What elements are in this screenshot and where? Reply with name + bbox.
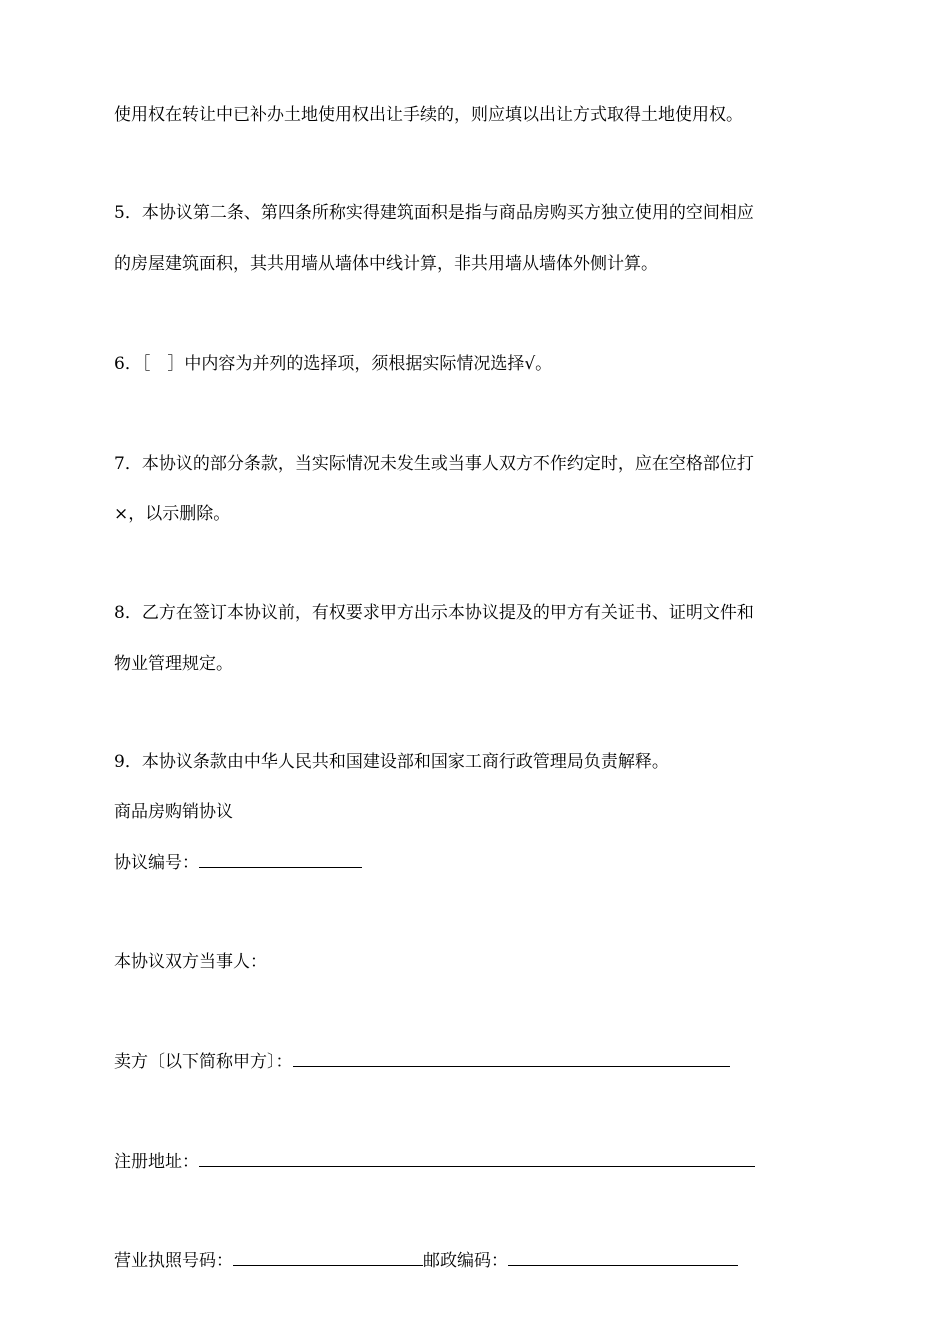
seller-label: 卖方〔以下简称甲方〕： <box>114 1052 293 1072</box>
paragraph-7-line-2: ×，以示删除。 <box>114 504 231 524</box>
paragraph-6: 6．［ ］中内容为并列的选择项，须根据实际情况选择√。 <box>114 354 553 374</box>
parties-label: 本协议双方当事人： <box>114 952 267 972</box>
contract-number-label: 协议编号： <box>114 853 199 873</box>
address-field[interactable] <box>199 1150 755 1167</box>
address-label: 注册地址： <box>114 1152 199 1172</box>
contract-number-field[interactable] <box>199 851 362 868</box>
paragraph-4-tail: 使用权在转让中已补办土地使用权出让手续的，则应填以出让方式取得土地使用权。 <box>114 105 743 125</box>
contract-title: 商品房购销协议 <box>114 802 233 822</box>
license-postcode-row <box>114 1249 738 1272</box>
seller-row <box>114 1050 730 1073</box>
postcode-label: 邮政编码： <box>423 1251 508 1271</box>
postcode-field[interactable] <box>508 1249 738 1266</box>
paragraph-8-line-2: 物业管理规定。 <box>114 654 233 674</box>
paragraph-5-line-2: 的房屋建筑面积，其共用墙从墙体中线计算，非共用墙从墙体外侧计算。 <box>114 254 658 274</box>
license-number-field[interactable] <box>233 1249 423 1266</box>
contract-number-row <box>114 851 362 874</box>
seller-name-field[interactable] <box>293 1050 730 1067</box>
paragraph-5-line-1: 5．本协议第二条、第四条所称实得建筑面积是指与商品房购买方独立使用的空间相应 <box>114 203 754 223</box>
paragraph-8-line-1: 8．乙方在签订本协议前，有权要求甲方出示本协议提及的甲方有关证书、证明文件和 <box>114 603 754 623</box>
license-label: 营业执照号码： <box>114 1251 233 1271</box>
address-row <box>114 1150 755 1173</box>
paragraph-7-line-1: 7．本协议的部分条款，当实际情况未发生或当事人双方不作约定时，应在空格部位打 <box>114 454 754 474</box>
paragraph-9: 9．本协议条款由中华人民共和国建设部和国家工商行政管理局负责解释。 <box>114 752 669 772</box>
